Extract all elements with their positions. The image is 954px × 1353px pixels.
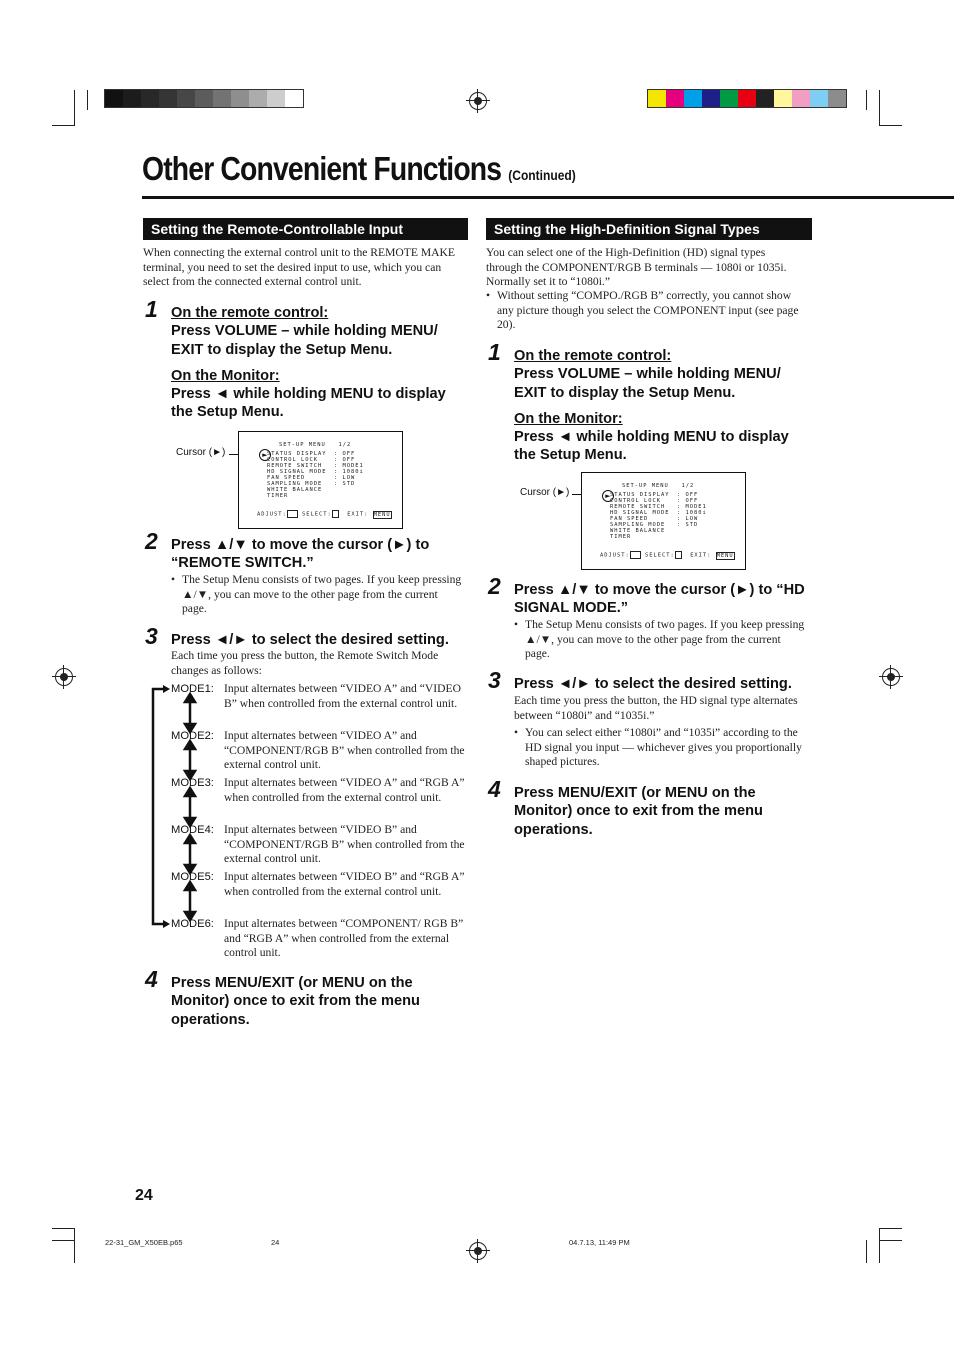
footer-filename: 22-31_GM_X50EB.p65 bbox=[105, 1238, 183, 1247]
registration-mark-icon bbox=[882, 668, 900, 686]
step-3-instruction: Press ◄/► to select the desired setting. bbox=[171, 632, 449, 648]
section-header-remote-input: Setting the Remote-Controllable Input bbox=[143, 218, 468, 240]
step-number: 2 bbox=[488, 573, 501, 599]
mode-description: Input alternates between “COMPONENT/ RGB B” and “RGB A” when controlled from the external control unit. bbox=[224, 917, 464, 960]
gray-swatch bbox=[177, 90, 195, 107]
monitor-instruction: Press ◄ while holding MENU to display the Setup Menu. bbox=[514, 429, 789, 464]
monitor-instruction: Press ◄ while holding MENU to display the Setup Menu. bbox=[171, 386, 446, 421]
color-swatch bbox=[774, 90, 792, 107]
cursor-icon: ► bbox=[602, 490, 614, 502]
step-number: 1 bbox=[488, 339, 501, 365]
mode-description: Input alternates between “VIDEO A” and “VIDEO B” when controlled from the external control unit. bbox=[224, 682, 461, 710]
color-swatch bbox=[720, 90, 738, 107]
menu-footer: ADJUST: SELECT: EXIT: MENU bbox=[600, 552, 734, 559]
color-swatch bbox=[756, 90, 774, 107]
page-title bbox=[142, 150, 576, 188]
monitor-label: On the Monitor: bbox=[514, 410, 623, 427]
mode-description: Input alternates between “VIDEO B” and “COMPONENT/RGB B” when controlled from the external control unit. bbox=[224, 823, 465, 866]
intro-text: When connecting the external control unit to the REMOTE MAKE terminal, you need to set the desired input to use, which you can select from the connected external control unit. bbox=[143, 246, 455, 289]
gray-swatch bbox=[231, 90, 249, 107]
mode-label: MODE6: bbox=[171, 918, 214, 930]
menu-page: 1/2 bbox=[338, 442, 352, 448]
hd-step-2-instruction: Press ▲/▼ to move the cursor (►) to “HD SIGNAL MODE.” bbox=[514, 582, 805, 617]
step-3-note: Each time you press the button, the Remote Switch Mode changes as follows: bbox=[171, 649, 439, 677]
menu-page: 1/2 bbox=[681, 483, 695, 489]
menu-title: SET-UP MENU bbox=[279, 442, 326, 448]
gray-swatch bbox=[213, 90, 231, 107]
hd-intro-text: You can select one of the High-Definition (HD) signal types through the COMPONENT/RGB B terminals — 1080i or 1035i. Normally set it to “1080i.” bbox=[486, 246, 787, 289]
step-number: 3 bbox=[488, 667, 501, 693]
step-number: 1 bbox=[145, 296, 158, 322]
hd-intro-note: • Without setting “COMPO./RGB B” correctly, you cannot show any picture though you select the COMPONENT input (see page 20). bbox=[486, 289, 799, 332]
hd-step-3-instruction: Press ◄/► to select the desired setting. bbox=[514, 676, 792, 692]
hd-step-2-note: • The Setup Menu consists of two pages. If you keep pressing ▲/▼, you can move to the other page from the current page. bbox=[514, 618, 805, 661]
hd-step-3-note: Each time you press the button, the HD signal type alternates between “1080i” and “1035i.” bbox=[514, 694, 798, 722]
step-4-instruction: Press MENU/EXIT (or MENU on the Monitor) once to exit from the menu operations. bbox=[171, 975, 420, 1028]
registration-mark-icon bbox=[469, 92, 487, 110]
color-swatch bbox=[810, 90, 828, 107]
section-header-hd-signal: Setting the High-Definition Signal Types bbox=[486, 218, 812, 240]
cursor-label: Cursor (►) bbox=[520, 487, 570, 498]
gray-swatch bbox=[141, 90, 159, 107]
mode-description: Input alternates between “VIDEO B” and “RGB A” when controlled from the external control unit. bbox=[224, 870, 465, 898]
remote-control-instruction: Press VOLUME – while holding MENU/ EXIT to display the Setup Menu. bbox=[171, 323, 438, 358]
gray-swatch bbox=[285, 90, 303, 107]
hd-step-3-bullet: • You can select either “1080i” and “1035i” according to the HD signal you input — whichever gives you proportionally shaped pictures. bbox=[514, 726, 802, 769]
color-swatch bbox=[828, 90, 846, 107]
menu-values: : OFF : OFF : MODE1 : 1080i : LOW : STD bbox=[334, 451, 364, 487]
mode-label: MODE4: bbox=[171, 824, 214, 836]
color-swatch bbox=[684, 90, 702, 107]
color-swatch bbox=[648, 90, 666, 107]
registration-mark-icon bbox=[55, 668, 73, 686]
gray-swatch bbox=[105, 90, 123, 107]
mode-label: MODE3: bbox=[171, 777, 214, 789]
color-swatch bbox=[702, 90, 720, 107]
cursor-label: Cursor (►) bbox=[176, 447, 226, 458]
menu-items: STATUS DISPLAY CONTROL LOCK REMOTE SWITCH HD SIGNAL MODE FAN SPEED SAMPLING MODE WHITE BALANCE TIMER bbox=[610, 492, 670, 540]
step-2-instruction: Press ▲/▼ to move the cursor (►) to “REMOTE SWITCH.” bbox=[171, 537, 430, 572]
gray-swatch bbox=[249, 90, 267, 107]
color-swatch bbox=[792, 90, 810, 107]
grayscale-bar bbox=[104, 89, 304, 108]
setup-menu-screen bbox=[581, 472, 746, 570]
menu-footer: ADJUST: SELECT: EXIT: MENU bbox=[257, 511, 391, 518]
gray-swatch bbox=[123, 90, 141, 107]
step-number: 4 bbox=[488, 776, 501, 802]
color-bar bbox=[647, 89, 847, 108]
page-title-suffix: (Continued) bbox=[508, 167, 576, 183]
step-number: 3 bbox=[145, 623, 158, 649]
hd-step-1-block bbox=[514, 347, 809, 465]
step-number: 2 bbox=[145, 528, 158, 554]
color-swatch bbox=[666, 90, 684, 107]
color-swatch bbox=[738, 90, 756, 107]
remote-control-label: On the remote control: bbox=[514, 348, 672, 364]
title-rule bbox=[142, 196, 954, 199]
page-number: 24 bbox=[135, 1187, 153, 1204]
setup-menu-screen bbox=[238, 431, 403, 529]
cursor-icon: ► bbox=[259, 449, 271, 461]
gray-swatch bbox=[159, 90, 177, 107]
menu-values: : OFF : OFF : MODE1 : 1080i : LOW : STD bbox=[677, 492, 707, 528]
page-title-text: Other Convenient Functions bbox=[142, 150, 502, 187]
registration-mark-icon bbox=[469, 1242, 487, 1260]
mode-description: Input alternates between “VIDEO A” and “RGB A” when controlled from the external control unit. bbox=[224, 776, 465, 804]
mode-label: MODE2: bbox=[171, 730, 214, 742]
footer-page: 24 bbox=[271, 1238, 280, 1247]
mode-label: MODE5: bbox=[171, 871, 214, 883]
menu-items: STATUS DISPLAY CONTROL LOCK REMOTE SWITCH HD SIGNAL MODE FAN SPEED SAMPLING MODE WHITE BALANCE TIMER bbox=[267, 451, 327, 499]
step-2-note: • The Setup Menu consists of two pages. If you keep pressing ▲/▼, you can move to the other page from the current page. bbox=[171, 573, 462, 616]
mode-description: Input alternates between “VIDEO A” and “COMPONENT/RGB B” when controlled from the external control unit. bbox=[224, 729, 465, 772]
step-number: 4 bbox=[145, 966, 158, 992]
hd-step-4-instruction: Press MENU/EXIT (or MENU on the Monitor) once to exit from the menu operations. bbox=[514, 785, 763, 838]
remote-control-instruction: Press VOLUME – while holding MENU/ EXIT to display the Setup Menu. bbox=[514, 366, 781, 401]
mode-cycle-diagram bbox=[148, 684, 198, 932]
remote-control-label: On the remote control: bbox=[171, 305, 329, 321]
gray-swatch bbox=[267, 90, 285, 107]
footer-date: 04.7.13, 11:49 PM bbox=[569, 1238, 630, 1247]
step-1-block bbox=[171, 304, 466, 422]
menu-title: SET-UP MENU bbox=[622, 483, 669, 489]
monitor-label: On the Monitor: bbox=[171, 367, 280, 384]
gray-swatch bbox=[195, 90, 213, 107]
mode-label: MODE1: bbox=[171, 683, 214, 695]
